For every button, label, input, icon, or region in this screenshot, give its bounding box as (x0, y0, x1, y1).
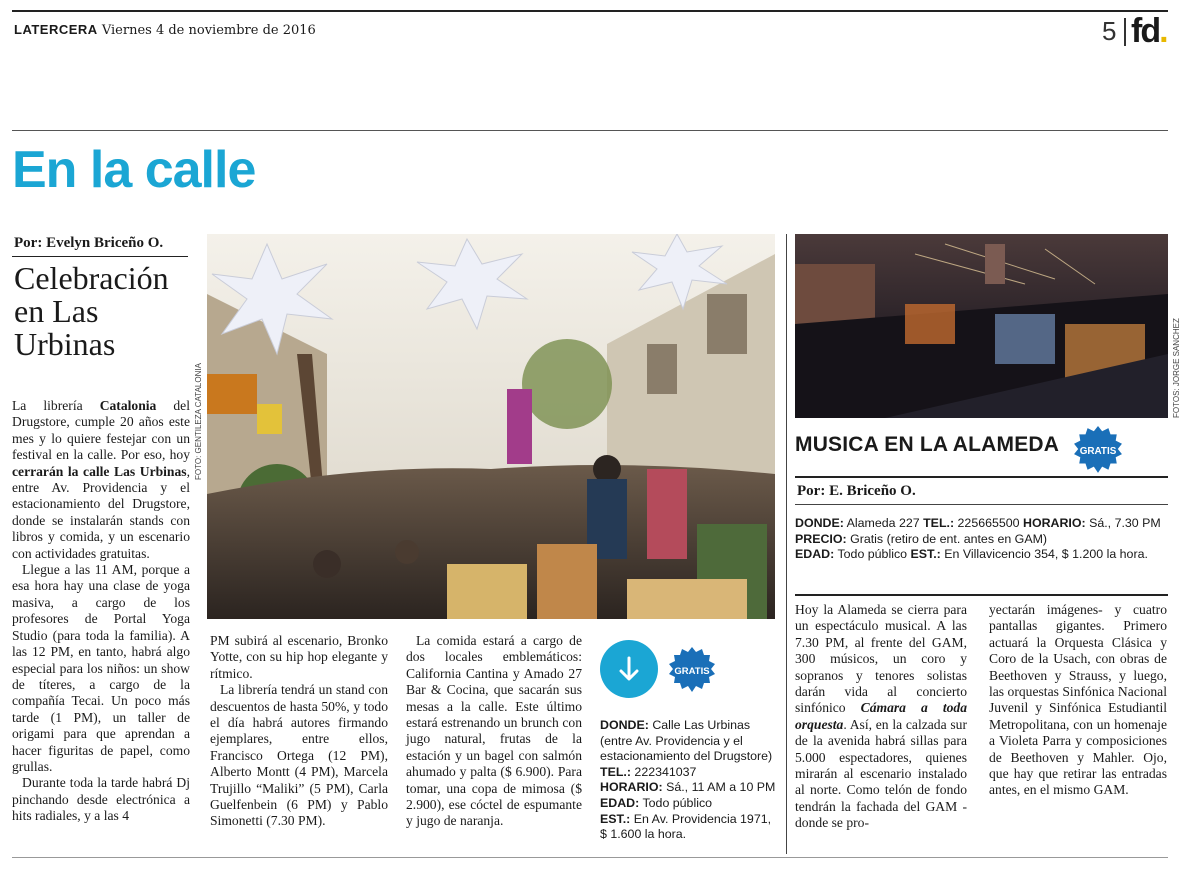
photo-illustration (795, 234, 1168, 418)
paragraph: PM subirá al escenario, Bronko Yotte, con su hip hop elegante y rítmico. (210, 633, 388, 681)
title-rule (795, 476, 1168, 478)
info-label: EST.: (600, 811, 631, 826)
info-label: TEL.: (600, 764, 631, 779)
street-festival-photo (207, 234, 775, 619)
paragraph: Durante toda la tarde habrá Dj pinchando desde electrónica a hits radiales, y a las 4 (12, 775, 190, 824)
photo-illustration (207, 234, 775, 619)
byline-rule (795, 504, 1168, 505)
bold-run: cerrarán la calle Las Urbinas (12, 463, 187, 479)
article-byline: Por: Evelyn Briceño O. (14, 235, 164, 251)
info-value: Calle Las Urbinas (entre Av. Providencia y el estacionamiento del Drugstore) (600, 718, 773, 764)
arrow-down-icon (600, 640, 658, 698)
info-label: DONDE: (600, 718, 649, 732)
info-value: 222341037 (630, 764, 697, 779)
info-value: Sá., 11 AM a 10 PM (662, 780, 776, 795)
info-value: Alameda 227 (843, 516, 924, 530)
event-info-box (795, 516, 1167, 563)
badge-label: GRATIS (674, 666, 710, 677)
text-run: . Así, en la calzada sur de la avenida habrá sillas para 5.000 espectadores, quienes mirarán al escenario instalado al norte. Como telón de fondo tendrán la fachada del GAM -donde se pro- (795, 716, 967, 831)
issue-date: Viernes 4 de noviembre de 2016 (101, 23, 316, 38)
photo-credit: FOTO: GENTILEZA CATALONIA (194, 363, 203, 480)
masthead (14, 22, 316, 38)
top-rule (12, 10, 1168, 12)
paragraph: Llegue a las 11 AM, porque a esa hora hay una clase de yoga masiva, a cargo de los profesores de Portal Yoga Studio (para toda la familia). A las 12 PM, en tanto, habrá algo especial para los niños: un show de títeres, a cargo de la compañía Tecai. Un poco más tarde (1 PM), un taller de origami para que aprendan a hacer figuritas de papel, como grullas. (12, 562, 190, 774)
info-label: DONDE: (795, 516, 844, 530)
info-rule (795, 594, 1168, 596)
bold-run: Catalonia (99, 398, 157, 413)
info-value: Sá., 7.30 PM (1085, 516, 1161, 530)
paragraph: La librería tendrá un stand con descuentos de hasta 50%, y todo el día habrá autores firmando ejemplares, entre ellos, Francisco Ortega (12 PM), Alberto Montt (4 PM), Marcela Trujillo “Maliki” (5 PM), Carla Guelfenbein (6 PM) y Pablo Simonetti (7.30 PM). (210, 682, 388, 829)
text-run: Hoy la Alameda se cierra para un espectáculo musical. A las 7.30 PM, al frente del GAM, 300 músicos, un coro y sopranos y tenores solistas darán vida al concierto sinfónico (795, 602, 967, 716)
logo-text: fd (1131, 12, 1160, 50)
bold-italic-run: Cámara a toda orquesta (795, 700, 967, 732)
info-value: En Av. Providencia 1971, $ 1.600 la hora. (600, 811, 772, 842)
article-column-1 (12, 398, 190, 825)
info-label: EDAD: (795, 547, 835, 562)
info-label: HORARIO: (600, 780, 663, 795)
article-column-4 (795, 602, 967, 832)
section-title: En la calle (12, 141, 256, 199)
info-value: Gratis (retiro de ent. antes en GAM) (846, 531, 1048, 546)
gratis-badge-icon (1073, 425, 1123, 475)
text-run: del Drugstore, cumple 20 años este mes y lo quiere festejar con un festival en la calle. Por eso, hoy (12, 398, 190, 463)
concert-photo (795, 234, 1168, 418)
badge-shape (1073, 425, 1123, 475)
bottom-rule (12, 857, 1168, 858)
article-headline: MUSICA EN LA ALAMEDA (795, 433, 1060, 456)
article-byline: Por: E. Briceño O. (797, 483, 916, 499)
event-info-box (600, 718, 780, 843)
info-value: En Villavicencio 354, $ 1.200 la hora. (940, 547, 1148, 562)
page-number: 5 (1102, 16, 1117, 46)
info-label: PRECIO: (795, 531, 847, 546)
paragraph (12, 398, 190, 562)
badge-shape (668, 646, 716, 694)
photo-credit: FOTOS: JORGE SANCHEZ (1172, 318, 1181, 418)
column-divider (786, 234, 787, 854)
newspaper-brand: LATERCERA (14, 22, 98, 37)
paragraph (795, 602, 967, 832)
article-headline: Celebración en Las Urbinas (14, 260, 169, 362)
arrow-down-glyph (600, 640, 658, 698)
paragraph: La comida estará a cargo de dos locales emblemáticos: California Cantina y Amado 27 Bar & Cocina, que sacarán sus mesas a la calle. Este último estará estrenando un brunch con jugo natural, frutas de la estación y un bagel con salmón ahumado y palta ($ 6.900). Para tomar, una copa de mimosa ($ 2.900), ese cóctel de espumante y jugo de naranja. (406, 633, 582, 829)
info-value: Todo público (834, 547, 911, 562)
text-run: , entre Av. Providencia y el estacionamiento del Drugstore, donde se instalarán stands con libros y comida, y un escenario con actividades gratuitas. (12, 463, 190, 561)
section-logo (1131, 12, 1167, 51)
text-run: La librería (12, 398, 100, 413)
info-label: HORARIO: (1023, 516, 1086, 530)
article-column-3 (406, 633, 582, 830)
article-column-5 (989, 602, 1167, 799)
info-value: Todo público (639, 795, 713, 810)
info-value: 225665500 (954, 516, 1023, 530)
info-label: TEL.: (923, 516, 955, 530)
info-label: EST.: (910, 547, 941, 562)
article-column-2 (210, 633, 388, 830)
page-divider (1124, 18, 1126, 46)
gratis-badge-icon (668, 646, 716, 694)
header-rule (12, 130, 1168, 131)
logo-dot: . (1159, 12, 1167, 50)
paragraph: yectarán imágenes- y cuatro pantallas gigantes. Primero actuará la Orquesta Clásica y Coro de la Usach, con obras de Beethoven y Strauss, y luego, las orquestas Sinfónica Nacional Juvenil y Sinfónica Estudiantil Metropolitana, con un homenaje a Violeta Parra y composiciones de Beethoven y Mahler. Ojo, que hay que retirar las entradas antes, en el mismo GAM. (989, 602, 1167, 798)
byline-rule (12, 256, 188, 257)
badge-label: GRATIS (1079, 446, 1117, 458)
info-label: EDAD: (600, 795, 640, 810)
